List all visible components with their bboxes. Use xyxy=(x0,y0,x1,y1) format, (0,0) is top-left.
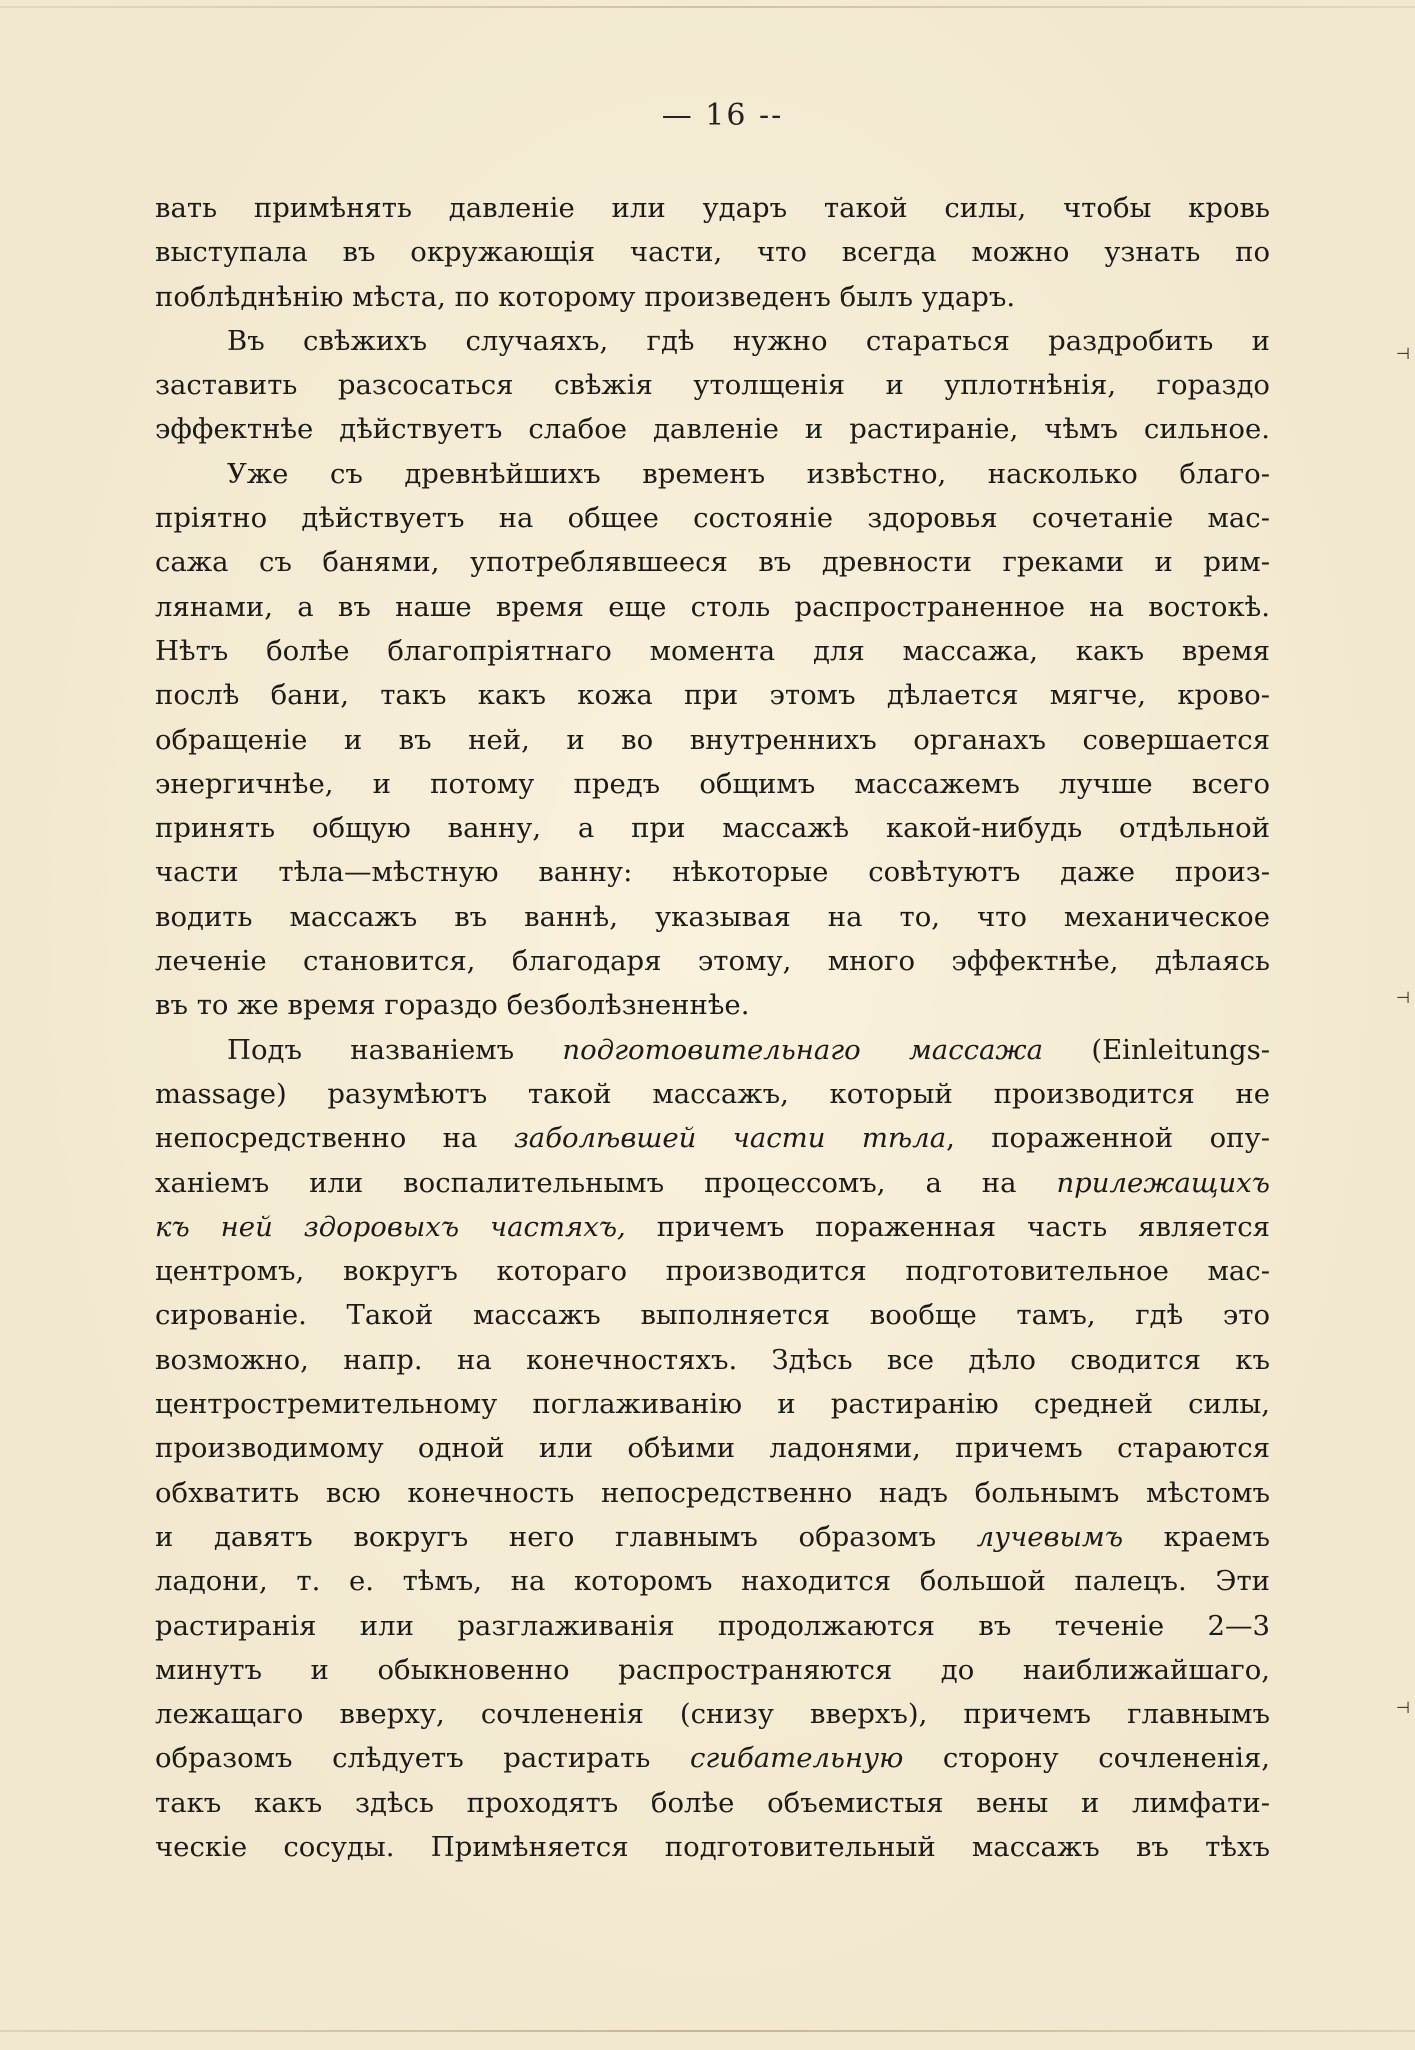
text-line: принять общую ванну, а при массажѣ какой-нибудь отдѣльной xyxy=(155,812,1270,845)
text-line: возможно, напр. на конечностяхъ. Здѣсь все дѣло сводится къ xyxy=(155,1343,1270,1376)
italic-term: подготовительнаго массажа xyxy=(562,1033,1044,1066)
text-line: заставить разсосаться свѣжія утолщенія и уплотнѣнія, гораздо xyxy=(155,369,1270,402)
text-line: ладони, т. е. тѣмъ, на которомъ находится большой палецъ. Эти xyxy=(155,1565,1270,1598)
text-line xyxy=(155,1028,1270,1072)
text-line: Уже съ древнѣйшихъ временъ извѣстно, насколько благо- xyxy=(227,457,1270,490)
italic-term: сгибательную xyxy=(689,1742,904,1775)
text-line: эффектнѣе дѣйствуетъ слабое давленіе и растираніе, чѣмъ сильное. xyxy=(155,413,1270,446)
text-line xyxy=(155,1116,1270,1160)
italic-term: къ ней здоровыхъ частяхъ, xyxy=(155,1210,626,1243)
text-segment: непосредственно на xyxy=(155,1122,514,1155)
text-line: леченіе становится, благодаря этому, много эффектнѣе, дѣлаясь xyxy=(155,945,1270,978)
page-bottom-edge xyxy=(0,2030,1415,2032)
page-top-edge xyxy=(0,6,1415,8)
text-segment: образомъ слѣдуетъ растирать xyxy=(155,1742,690,1775)
italic-term: прилежащихъ xyxy=(1056,1166,1270,1199)
text-line: лежащаго вверху, сочлененія (снизу вверхъ), причемъ главнымъ xyxy=(155,1698,1270,1731)
text-line: Нѣтъ болѣе благопріятнаго момента для массажа, какъ время xyxy=(155,634,1270,667)
text-line: ческіе сосуды. Примѣняется подготовительный массажъ въ тѣхъ xyxy=(155,1830,1270,1863)
text-line: обращеніе и въ ней, и во внутреннихъ органахъ совершается xyxy=(155,723,1270,756)
text-segment: Подъ названіемъ xyxy=(227,1033,563,1066)
italic-term: заболѣвшей части тѣла xyxy=(513,1122,947,1155)
text-line: такъ какъ здѣсь проходятъ болѣе объемистыя вены и лимфати- xyxy=(155,1786,1270,1819)
text-segment: причемъ пораженная часть является xyxy=(625,1210,1270,1243)
text-line: Въ свѣжихъ случаяхъ, гдѣ нужно стараться раздробить и xyxy=(227,324,1270,357)
text-line: производимому одной или обѣими ладонями, причемъ стараются xyxy=(155,1432,1270,1465)
text-segment: и давятъ вокругъ него главнымъ образомъ xyxy=(155,1520,977,1553)
text-segment: сторону сочлененія, xyxy=(903,1742,1270,1775)
text-line: центромъ, вокругъ котораго производится подготовительное мас- xyxy=(155,1255,1270,1288)
margin-tick-mark: ⊣ xyxy=(1396,344,1410,363)
text-line: сированіе. Такой массажъ выполняется вообще тамъ, гдѣ это xyxy=(155,1299,1270,1332)
page-number: — 16 -- xyxy=(661,98,784,133)
text-line: massage) разумѣютъ такой массажъ, который производится не xyxy=(155,1077,1270,1110)
body-text xyxy=(155,186,1270,1869)
text-line: въ то же время гораздо безболѣзненнѣе. xyxy=(155,989,750,1022)
text-line: вать примѣнять давленіе или ударъ такой силы, чтобы кровь xyxy=(155,192,1270,224)
text-line: сажа съ банями, употреблявшееся въ древности греками и рим- xyxy=(155,546,1270,579)
margin-tick-mark: ⊣ xyxy=(1396,1698,1410,1717)
text-line: пріятно дѣйствуетъ на общее состояніе здоровья сочетаніе мас- xyxy=(155,502,1270,535)
text-segment: , пораженной опу- xyxy=(946,1122,1270,1155)
text-line xyxy=(155,1736,1270,1780)
text-line: растиранія или разглаживанія продолжаются въ теченіе 2—3 xyxy=(155,1609,1270,1642)
text-segment: (Einleitungs- xyxy=(1043,1033,1270,1066)
text-line: выступала въ окружающія части, что всегда можно узнать по xyxy=(155,236,1270,269)
text-line xyxy=(155,1515,1270,1559)
text-line: обхватить всю конечность непосредственно надъ больнымъ мѣстомъ xyxy=(155,1476,1270,1509)
italic-term: лучевымъ xyxy=(976,1520,1124,1553)
text-line: энергичнѣе, и потому предъ общимъ массажемъ лучше всего xyxy=(155,767,1270,800)
text-line: минутъ и обыкновенно распространяются до наиближайшаго, xyxy=(155,1653,1270,1686)
text-line: лянами, а въ наше время еще столь распространенное на востокѣ. xyxy=(155,590,1270,623)
margin-tick-mark: ⊣ xyxy=(1396,988,1410,1007)
text-line: водить массажъ въ ваннѣ, указывая на то, что механическое xyxy=(155,900,1270,933)
text-line xyxy=(155,1161,1270,1205)
text-segment: краемъ xyxy=(1123,1520,1270,1553)
text-line: части тѣла—мѣстную ванну: нѣкоторые совѣтуютъ даже произ- xyxy=(155,856,1270,889)
text-segment: ханіемъ или воспалительнымъ процессомъ, а на xyxy=(155,1166,1057,1199)
text-line: послѣ бани, такъ какъ кожа при этомъ дѣлается мягче, крово- xyxy=(155,679,1270,712)
text-line: центростремительному поглаживанію и растиранію средней силы, xyxy=(155,1388,1270,1421)
text-line: поблѣднѣнію мѣста, по которому произведенъ былъ ударъ. xyxy=(155,280,1016,313)
text-line xyxy=(155,1205,1270,1249)
